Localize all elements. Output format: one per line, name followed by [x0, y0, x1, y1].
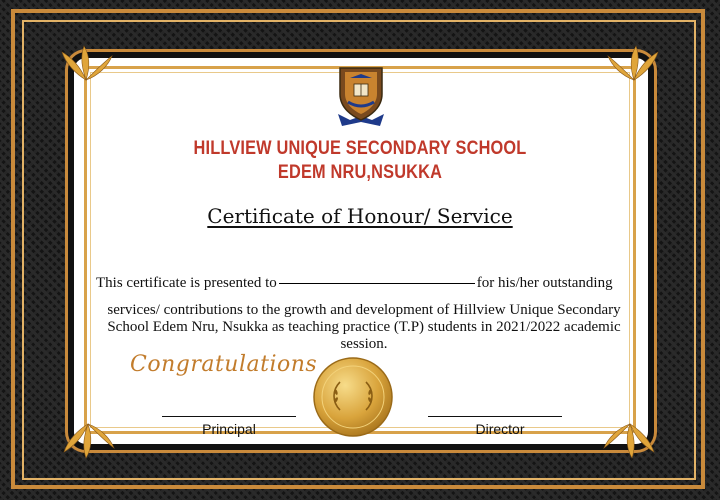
principal-label: Principal	[202, 421, 256, 437]
congratulations-text: Congratulations	[130, 352, 318, 377]
school-name: HILLVIEW UNIQUE SECONDARY SCHOOL	[193, 138, 527, 159]
director-label: Director	[475, 421, 525, 437]
lotus-ornament-icon	[58, 420, 118, 460]
lotus-ornament-icon	[600, 420, 660, 460]
school-location: EDEM NRU,NSUKKA	[277, 162, 443, 183]
recipient-name-blank	[279, 283, 475, 284]
gold-seal-icon	[312, 356, 394, 438]
principal-signature-line	[162, 416, 296, 417]
lotus-ornament-icon	[604, 44, 664, 84]
certificate-title-text: Certificate of Honour/ Service	[207, 204, 513, 228]
lotus-ornament-icon	[56, 44, 116, 84]
director-signature-line	[428, 416, 562, 417]
presented-prefix: This certificate is presented to	[96, 275, 277, 291]
certificate-title	[0, 204, 720, 228]
school-crest-icon	[330, 60, 392, 130]
presented-suffix: for his/her outstanding	[476, 275, 613, 291]
presented-line	[96, 275, 636, 292]
certificate-body: services/ contributions to the growth and development of Hillview Unique Secondary School Edem Nru, Nsukka as teaching practice (T.P) students in 2021/2022 academic session.	[107, 302, 621, 352]
